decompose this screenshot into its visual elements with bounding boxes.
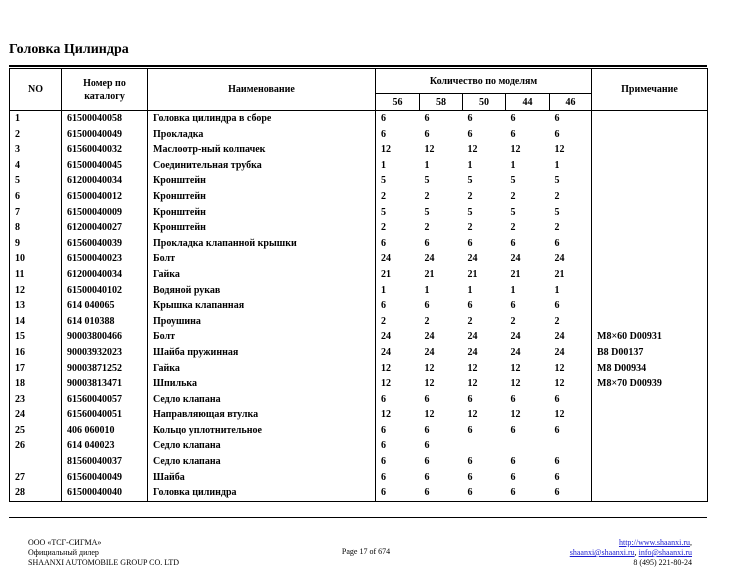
note-cell: M8 D00934 — [592, 361, 708, 377]
quantity-cell: 24 — [550, 345, 592, 361]
catalog-number: 61560040049 — [62, 470, 148, 486]
quantity-cell: 1 — [424, 284, 430, 296]
quantity-cell: 21 — [510, 268, 521, 280]
note-cell: M8×60 D00931 — [592, 329, 708, 345]
header-catalog-line1: Номер по — [83, 77, 126, 89]
note-cell — [592, 127, 708, 143]
quantity-cell: 1 — [550, 283, 592, 299]
table-row — [10, 423, 708, 439]
quantity-cell: 6 — [467, 237, 473, 249]
quantity-cell: 6 — [550, 127, 592, 143]
note-cell — [592, 267, 708, 283]
quantity-cell: 6 — [510, 456, 516, 468]
quantity-cell: 2 — [510, 315, 516, 327]
quantity-cell: 12 — [376, 361, 420, 377]
quantity-cell: 12 — [424, 378, 435, 390]
row-number: 15 — [10, 329, 62, 345]
quantity-cell: 12 — [550, 376, 592, 392]
row-number: 16 — [10, 345, 62, 361]
note-cell — [592, 220, 708, 236]
quantity-cell: 24 — [510, 253, 521, 265]
row-number: 18 — [10, 376, 62, 392]
table-row — [10, 345, 708, 361]
quantity-cell: 12 — [467, 144, 478, 156]
quantity-cell: 6 — [424, 471, 430, 483]
quantity-cell: 12 — [510, 409, 521, 421]
row-number: 8 — [10, 220, 62, 236]
note-cell — [592, 407, 708, 423]
quantity-cell: 6 — [550, 392, 592, 408]
quantity-cell: 6 — [550, 454, 592, 470]
header-model: 46 — [550, 94, 592, 111]
row-number: 17 — [10, 361, 62, 377]
quantity-cell: 6 — [550, 236, 592, 252]
row-number: 24 — [10, 407, 62, 423]
catalog-number: 61200040034 — [62, 267, 148, 283]
table-row — [10, 220, 708, 236]
table-row — [10, 454, 708, 470]
quantity-cell: 12 — [424, 144, 435, 156]
catalog-number: 61500040049 — [62, 127, 148, 143]
quantity-cell: 12 — [424, 409, 435, 421]
part-name: Шайба пружинная — [148, 345, 376, 361]
quantity-cell: 6 — [424, 300, 430, 312]
table-row — [10, 361, 708, 377]
part-name: Кронштейн — [148, 189, 376, 205]
header-model: 56 — [376, 94, 420, 111]
table-row — [10, 111, 708, 127]
quantity-cell: 5 — [467, 206, 473, 218]
catalog-number: 614 040065 — [62, 298, 148, 314]
quantity-cell: 6 — [420, 485, 463, 501]
quantity-cell: 12 — [510, 144, 521, 156]
footer-group: SHAANXI AUTOMOBILE GROUP CO. LTD — [28, 558, 180, 567]
note-cell — [592, 314, 708, 330]
quantity-cell: 5 — [550, 173, 592, 189]
quantity-cell: 6 — [550, 111, 592, 127]
catalog-number: 406 060010 — [62, 423, 148, 439]
part-name: Направляющая втулка — [148, 407, 376, 423]
table-row — [10, 329, 708, 345]
quantity-cell: 12 — [510, 378, 521, 390]
quantity-cell: 6 — [376, 298, 420, 314]
quantity-cell: 6 — [510, 393, 516, 405]
table-row — [10, 236, 708, 252]
row-number: 4 — [10, 158, 62, 174]
quantity-cell: 1 — [510, 159, 516, 171]
quantity-cell: 6 — [463, 485, 506, 501]
part-name: Соединительная трубка — [148, 158, 376, 174]
row-number: 23 — [10, 392, 62, 408]
note-cell — [592, 205, 708, 221]
row-number: 13 — [10, 298, 62, 314]
quantity-cell: 6 — [376, 470, 420, 486]
quantity-cell: 6 — [376, 438, 420, 454]
note-cell — [592, 454, 708, 470]
quantity-cell: 6 — [424, 393, 430, 405]
part-name: Болт — [148, 329, 376, 345]
quantity-cell: 12 — [376, 142, 420, 158]
website-link[interactable]: http://www.shaanxi.ru — [618, 538, 690, 547]
catalog-number: 90003800466 — [62, 329, 148, 345]
note-cell — [592, 158, 708, 174]
quantity-cell: 12 — [424, 362, 435, 374]
header-model: 50 — [463, 94, 506, 111]
quantity-cell: 2 — [550, 189, 592, 205]
note-cell — [592, 438, 708, 454]
part-name: Кронштейн — [148, 220, 376, 236]
table-row — [10, 173, 708, 189]
part-name: Головка цилиндра — [148, 485, 376, 501]
row-number: 7 — [10, 205, 62, 221]
quantity-cell: 6 — [424, 424, 430, 436]
quantity-cell: 24 — [510, 331, 521, 343]
header-note: Примечание — [592, 69, 708, 111]
note-cell — [592, 111, 708, 127]
part-name: Прокладка клапанной крышки — [148, 236, 376, 252]
catalog-number: 61500040102 — [62, 283, 148, 299]
row-number: 12 — [10, 283, 62, 299]
part-name: Головка цилиндра в сборе — [148, 111, 376, 127]
quantity-cell: 21 — [550, 267, 592, 283]
quantity-cell: 24 — [467, 346, 478, 358]
header-model: 44 — [506, 94, 550, 111]
quantity-cell: 2 — [510, 190, 516, 202]
quantity-cell: 6 — [467, 300, 473, 312]
table-row — [10, 267, 708, 283]
part-name: Кронштейн — [148, 173, 376, 189]
quantity-cell: 6 — [467, 424, 473, 436]
quantity-cell: 12 — [467, 378, 478, 390]
part-name: Седло клапана — [148, 454, 376, 470]
quantity-cell: 6 — [376, 236, 420, 252]
quantity-cell: 2 — [467, 222, 473, 234]
part-name: Маслоотр-ный колпачек — [148, 142, 376, 158]
quantity-cell: 5 — [510, 206, 516, 218]
note-cell — [592, 236, 708, 252]
quantity-cell: 24 — [376, 251, 420, 267]
footer-contacts — [570, 538, 692, 568]
quantity-cell: 1 — [376, 283, 420, 299]
quantity-cell: 1 — [376, 158, 420, 174]
quantity-cell: 1 — [510, 284, 516, 296]
note-cell — [592, 392, 708, 408]
link-suffix: , — [690, 538, 692, 547]
header-catalog-line2: каталогу — [84, 90, 125, 102]
quantity-cell: 2 — [424, 315, 430, 327]
quantity-cell: 5 — [424, 206, 430, 218]
row-number: 10 — [10, 251, 62, 267]
quantity-cell: 24 — [510, 346, 521, 358]
part-name: Болт — [148, 251, 376, 267]
catalog-number: 61560040051 — [62, 407, 148, 423]
email-link-shaanxi[interactable]: shaanxi@shaanxi.ru — [569, 548, 635, 557]
title-divider — [9, 65, 707, 67]
catalog-number: 61560040039 — [62, 236, 148, 252]
quantity-cell: 24 — [424, 346, 435, 358]
table-row — [10, 142, 708, 158]
header-catalog — [62, 69, 148, 111]
note-cell — [592, 298, 708, 314]
quantity-cell: 6 — [467, 456, 473, 468]
quantity-cell: 5 — [424, 175, 430, 187]
quantity-cell: 24 — [550, 251, 592, 267]
catalog-number: 61500040023 — [62, 251, 148, 267]
row-number: 6 — [10, 189, 62, 205]
quantity-cell: 6 — [376, 423, 420, 439]
catalog-number: 614 010388 — [62, 314, 148, 330]
row-number — [10, 454, 62, 470]
quantity-cell: 24 — [467, 331, 478, 343]
catalog-number: 61560040057 — [62, 392, 148, 408]
header-no: NO — [10, 69, 62, 111]
catalog-number: 61500040045 — [62, 158, 148, 174]
email-link-info[interactable]: info@shaanxi.ru — [638, 548, 692, 557]
part-name: Гайка — [148, 361, 376, 377]
note-cell — [592, 470, 708, 486]
quantity-cell: 6 — [467, 113, 473, 124]
quantity-cell: 21 — [424, 268, 435, 280]
quantity-cell: 6 — [424, 440, 430, 452]
table-row — [10, 283, 708, 299]
quantity-cell: 24 — [550, 329, 592, 345]
quantity-cell: 12 — [467, 409, 478, 421]
quantity-cell: 6 — [424, 128, 430, 140]
note-cell — [592, 189, 708, 205]
quantity-cell: 12 — [376, 407, 420, 423]
quantity-cell: 1 — [424, 159, 430, 171]
part-name: Крышка клапанная — [148, 298, 376, 314]
quantity-cell: 6 — [376, 485, 420, 501]
quantity-cell: 2 — [424, 222, 430, 234]
quantity-cell: 12 — [467, 362, 478, 374]
table-row — [10, 189, 708, 205]
quantity-cell: 1 — [467, 159, 473, 171]
table-row — [10, 127, 708, 143]
page-number: Page 17 of 674 — [341, 547, 391, 556]
quantity-cell: 6 — [510, 237, 516, 249]
row-number: 2 — [10, 127, 62, 143]
quantity-cell: 6 — [510, 128, 516, 140]
quantity-cell: 2 — [550, 314, 592, 330]
row-number: 9 — [10, 236, 62, 252]
page-title: Головка Цилиндра — [9, 42, 129, 57]
quantity-cell — [463, 438, 506, 454]
quantity-cell: 24 — [424, 253, 435, 265]
catalog-number: 90003813471 — [62, 376, 148, 392]
table-row — [10, 392, 708, 408]
quantity-cell: 1 — [550, 158, 592, 174]
email-separator: , — [634, 548, 639, 557]
part-name: Седло клапана — [148, 438, 376, 454]
quantity-cell: 12 — [510, 362, 521, 374]
catalog-number: 61500040012 — [62, 189, 148, 205]
header-name: Наименование — [148, 69, 376, 111]
quantity-cell: 2 — [550, 220, 592, 236]
quantity-cell: 6 — [510, 300, 516, 312]
quantity-cell: 2 — [467, 315, 473, 327]
quantity-cell: 6 — [376, 127, 420, 143]
table-row — [10, 376, 708, 392]
footer-divider — [9, 517, 707, 518]
quantity-cell: 2 — [376, 189, 420, 205]
catalog-number: 61500040040 — [62, 485, 148, 501]
row-number: 26 — [10, 438, 62, 454]
quantity-cell: 5 — [376, 173, 420, 189]
quantity-cell: 24 — [376, 329, 420, 345]
quantity-cell: 21 — [376, 267, 420, 283]
row-number: 5 — [10, 173, 62, 189]
quantity-cell: 6 — [424, 113, 430, 124]
header-qty: Количество по моделям — [376, 69, 592, 94]
table-row — [10, 485, 708, 501]
quantity-cell: 5 — [510, 175, 516, 187]
row-number: 3 — [10, 142, 62, 158]
quantity-cell: 6 — [510, 113, 516, 124]
quantity-cell: 6 — [424, 237, 430, 249]
quantity-cell: 2 — [467, 190, 473, 202]
part-name: Водяной рукав — [148, 283, 376, 299]
row-number: 27 — [10, 470, 62, 486]
footer-company-name: ООО «ТСГ-СИГМА» — [28, 538, 102, 547]
parts-table — [9, 68, 708, 502]
note-cell — [592, 423, 708, 439]
table-row — [10, 470, 708, 486]
quantity-cell: 6 — [510, 424, 516, 436]
quantity-cell: 6 — [376, 454, 420, 470]
quantity-cell: 2 — [424, 190, 430, 202]
quantity-cell: 21 — [467, 268, 478, 280]
quantity-cell: 5 — [550, 205, 592, 221]
part-name: Проушина — [148, 314, 376, 330]
table-row — [10, 314, 708, 330]
note-cell — [592, 142, 708, 158]
phone-number: 8 (495) 221-80-24 — [633, 558, 692, 567]
catalog-number: 61500040009 — [62, 205, 148, 221]
note-cell: B8 D00137 — [592, 345, 708, 361]
quantity-cell: 5 — [376, 205, 420, 221]
quantity-cell: 2 — [376, 220, 420, 236]
table-row — [10, 438, 708, 454]
quantity-cell — [550, 438, 592, 454]
quantity-cell — [506, 438, 550, 454]
quantity-cell: 24 — [467, 253, 478, 265]
catalog-number: 61200040034 — [62, 173, 148, 189]
note-cell: M8×70 D00939 — [592, 376, 708, 392]
quantity-cell: 12 — [550, 407, 592, 423]
note-cell — [592, 173, 708, 189]
table-row — [10, 298, 708, 314]
table-row — [10, 407, 708, 423]
note-cell — [592, 283, 708, 299]
part-name: Шайба — [148, 470, 376, 486]
row-number: 14 — [10, 314, 62, 330]
quantity-cell: 6 — [550, 470, 592, 486]
quantity-cell: 12 — [550, 142, 592, 158]
note-cell — [592, 251, 708, 267]
quantity-cell: 6 — [506, 485, 550, 501]
quantity-cell: 6 — [467, 128, 473, 140]
quantity-cell: 6 — [467, 471, 473, 483]
quantity-cell: 24 — [376, 345, 420, 361]
row-number: 11 — [10, 267, 62, 283]
part-name: Прокладка — [148, 127, 376, 143]
footer-dealer: Официальный дилер — [28, 548, 99, 557]
row-number: 25 — [10, 423, 62, 439]
quantity-cell: 5 — [467, 175, 473, 187]
quantity-cell: 6 — [510, 471, 516, 483]
part-name: Кольцо уплотнительное — [148, 423, 376, 439]
quantity-cell: 6 — [376, 111, 420, 127]
part-name: Шпилька — [148, 376, 376, 392]
quantity-cell: 1 — [467, 284, 473, 296]
quantity-cell: 2 — [376, 314, 420, 330]
catalog-number: 81560040037 — [62, 454, 148, 470]
part-name: Гайка — [148, 267, 376, 283]
parts-table-body — [10, 111, 708, 502]
catalog-number: 90003871252 — [62, 361, 148, 377]
row-number: 1 — [10, 111, 62, 127]
table-row — [10, 205, 708, 221]
quantity-cell: 6 — [550, 423, 592, 439]
table-row — [10, 251, 708, 267]
quantity-cell: 6 — [424, 456, 430, 468]
catalog-number: 61500040058 — [62, 111, 148, 127]
row-number: 28 — [10, 485, 62, 501]
catalog-number: 614 040023 — [62, 438, 148, 454]
note-cell — [592, 485, 708, 501]
quantity-cell: 24 — [424, 331, 435, 343]
part-name: Седло клапана — [148, 392, 376, 408]
quantity-cell: 6 — [550, 485, 592, 501]
part-name: Кронштейн — [148, 205, 376, 221]
catalog-number: 90003932023 — [62, 345, 148, 361]
quantity-cell: 6 — [376, 392, 420, 408]
table-row — [10, 158, 708, 174]
quantity-cell: 12 — [376, 376, 420, 392]
quantity-cell: 6 — [550, 298, 592, 314]
header-model: 58 — [420, 94, 463, 111]
catalog-number: 61560040032 — [62, 142, 148, 158]
catalog-number: 61200040027 — [62, 220, 148, 236]
quantity-cell: 12 — [550, 361, 592, 377]
quantity-cell: 6 — [467, 393, 473, 405]
quantity-cell: 2 — [510, 222, 516, 234]
